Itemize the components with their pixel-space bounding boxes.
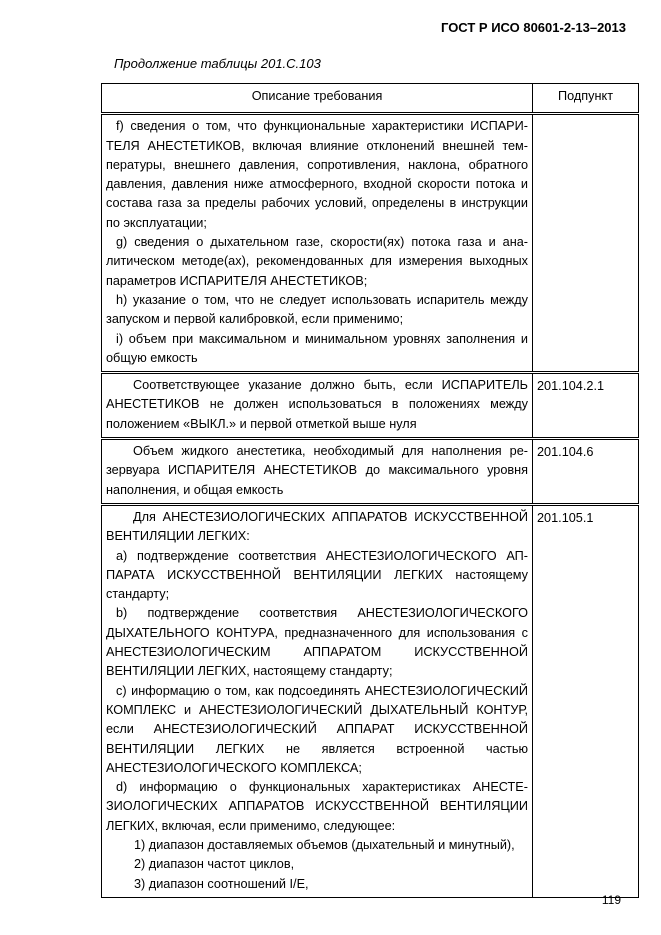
- list-item: h) указание о том, что не следует использовать испаритель между запуском и первой калибровкой, если применимо;: [106, 292, 528, 327]
- description-cell: [102, 439, 533, 505]
- list-item: g) сведения о дыхательном газе, скорости(ях) потока газа и аналитическом методе(ах), рекомендованных для измерения выходных параметров ИСПАРИТЕЛЯ АНЕСТЕТИКОВ;: [106, 235, 528, 288]
- table-header-row: [102, 84, 639, 114]
- list-item: с) информацию о том, как подсоединять АНЕСТЕЗИОЛОГИЧЕСКИЙ КОМПЛЕКС и АНЕСТЕЗИОЛОГИЧЕСКИЙ ДЫХАТЕЛЬНЫЙ КОНТУР, если АНЕСТЕЗИОЛОГИЧЕСКИЙ АППАРАТ ИСКУССТВЕННОЙ ВЕНТИЛЯЦИИ ЛЕГКИХ не является встроенной частью АНЕСТЕЗИОЛОГИЧЕСКОГО КОМПЛЕКСА;: [106, 683, 528, 775]
- requirements-table: [101, 83, 639, 898]
- column-header-description: Описание требования: [102, 84, 533, 114]
- description-cell: [102, 504, 533, 897]
- page-number: 119: [601, 893, 621, 907]
- list-item: а) подтверждение соответствия АНЕСТЕЗИОЛОГИЧЕСКОГО АППАРАТА ИСКУССТВЕННОЙ ВЕНТИЛЯЦИИ ЛЕГКИХ настоящему стандарту;: [106, 548, 528, 602]
- list-item: 3) диапазон соотношений I/E,: [134, 876, 309, 891]
- subclause-cell: 201.105.1: [533, 504, 639, 897]
- list-item: 2) диапазон частот циклов,: [134, 857, 295, 872]
- table-row: [102, 114, 639, 373]
- list-item: i) объем при максимальном и минимальном уровнях заполнения и общую емкость: [106, 331, 528, 365]
- list-item: f) сведения о том, что функциональные характеристики ИСПАРИТЕЛЯ АНЕСТЕТИКОВ, включая влияние отклонений внешней температуры, внешнего давления, сопротивления, наклона, обратного давления, давления ниже атмосферного, входной скорости потока и состава газа за пределы рабочих условий, определены в инструкции по эксплуатации;: [106, 119, 528, 230]
- standard-designation: ГОСТ Р ИСО 80601-2-13–2013: [441, 20, 626, 35]
- column-header-subclause: Подпункт: [533, 84, 639, 114]
- description-cell: [102, 373, 533, 439]
- table-row: [102, 373, 639, 439]
- subclause-cell: [533, 114, 639, 373]
- description-cell: [102, 114, 533, 373]
- subclause-cell: 201.104.2.1: [533, 373, 639, 439]
- list-item: 1) диапазон доставляемых объемов (дыхательный и минутный),: [134, 837, 515, 852]
- table-row: [102, 439, 639, 505]
- paragraph: Соответствующее указание должно быть, если ИСПАРИТЕЛЬ АНЕСТЕТИКОВ не должен использоваться в положениях между положением «ВЫКЛ.» и первой отметкой выше нуля: [106, 378, 528, 431]
- table-row: [102, 504, 639, 897]
- list-item: b) подтверждение соответствия АНЕСТЕЗИОЛОГИЧЕСКОГО ДЫХАТЕЛЬНОГО КОНТУРА, предназначенного для использования с АНЕСТЕЗИОЛОГИЧЕСКИМ АППАРАТОМ ИСКУССТВЕННОЙ ВЕНТИЛЯЦИИ ЛЕГКИХ, настоящему стандарту;: [106, 606, 528, 679]
- subclause-cell: 201.104.6: [533, 439, 639, 505]
- paragraph: Для АНЕСТЕЗИОЛОГИЧЕСКИХ АППАРАТОВ ИСКУССТВЕННОЙ ВЕНТИЛЯЦИИ ЛЕГКИХ:: [106, 509, 528, 544]
- list-item: d) информацию о функциональных характеристиках АНЕСТЕЗИОЛОГИЧЕСКИХ АППАРАТОВ ИСКУССТВЕННОЙ ВЕНТИЛЯЦИИ ЛЕГКИХ, включая, если применимо, следующее:: [106, 780, 528, 833]
- table-caption: Продолжение таблицы 201.С.103: [114, 56, 321, 71]
- paragraph: Объем жидкого анестетика, необходимый для наполнения резервуара ИСПАРИТЕЛЯ АНЕСТЕТИКОВ до максимального уровня наполнения, и общая емкость: [106, 444, 528, 497]
